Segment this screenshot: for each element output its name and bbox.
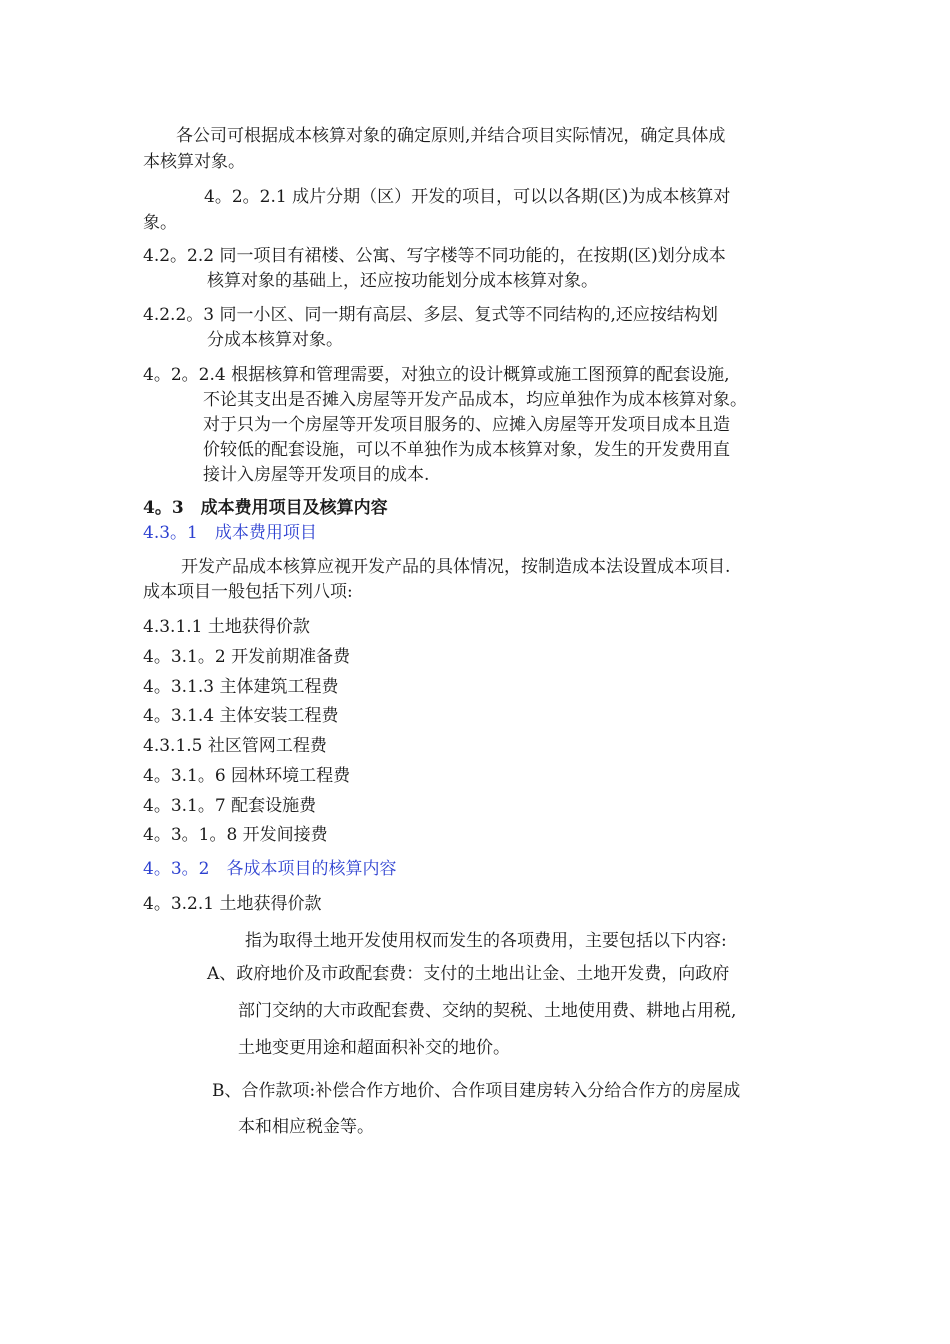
cost-item: 4。3.1.4 主体安装工程费 bbox=[143, 706, 339, 726]
item-4-2-2-3-line-2: 分成本核算对象。 bbox=[207, 330, 343, 350]
cost-item: 4。3.1。2 开发前期准备费 bbox=[143, 647, 351, 667]
cost-item: 4。3.1。7 配套设施费 bbox=[143, 796, 317, 816]
item-4-2-2-1-line-1: 4。2。2.1 成片分期（区）开发的项目，可以以各期(区)为成本核算对 bbox=[204, 187, 731, 207]
item-b-line-1: B、合作款项:补偿合作方地价、合作项目建房转入分给合作方的房屋成 bbox=[212, 1081, 741, 1101]
intro-line-1: 各公司可根据成本核算对象的确定原则,并结合项目实际情况，确定具体成 bbox=[176, 126, 726, 146]
cost-item: 4。3.1.3 主体建筑工程费 bbox=[143, 677, 339, 697]
section-4-3-1-heading: 4.3。1 成本费用项目 bbox=[143, 523, 317, 543]
item-a-line-3: 土地变更用途和超面积补交的地价。 bbox=[238, 1038, 510, 1058]
cost-item: 4。3.1。6 园林环境工程费 bbox=[143, 766, 351, 786]
item-a-line-2: 部门交纳的大市政配套费、交纳的契税、土地使用费、耕地占用税, bbox=[238, 1001, 737, 1021]
item-4-2-2-2-line-1: 4.2。2.2 同一项目有裙楼、公寓、写字楼等不同功能的，在按期(区)划分成本 bbox=[143, 246, 726, 266]
item-4-2-2-3-line-1: 4.2.2。3 同一小区、同一期有高层、多层、复式等不同结构的,还应按结构划 bbox=[143, 305, 718, 325]
item-4-2-2-4-line-1: 4。2。2.4 根据核算和管理需要，对独立的设计概算或施工图预算的配套设施, bbox=[143, 365, 730, 385]
section-4-3-2-heading: 4。3。2 各成本项目的核算内容 bbox=[143, 859, 397, 879]
item-4-2-2-4-line-5: 接计入房屋等开发项目的成本. bbox=[203, 465, 430, 485]
cost-item: 4.3.1.1 土地获得价款 bbox=[143, 617, 310, 637]
item-4-2-2-1-line-2: 象。 bbox=[143, 213, 177, 233]
item-4-2-2-4-line-2: 不论其支出是否摊入房屋等开发产品成本，均应单独作为成本核算对象。 bbox=[203, 390, 747, 410]
item-4-2-2-2-line-2: 核算对象的基础上，还应按功能划分成本核算对象。 bbox=[207, 271, 598, 291]
section-4-3-heading: 4。3 成本费用项目及核算内容 bbox=[143, 498, 388, 518]
cost-item: 4.3.1.5 社区管网工程费 bbox=[143, 736, 327, 756]
item-4-3-2-1-title: 4。3.2.1 土地获得价款 bbox=[143, 894, 322, 914]
item-a-line-1: A、政府地价及市政配套费：支付的土地出让金、土地开发费，向政府 bbox=[207, 964, 730, 984]
section-4-3-1-para-line-1: 开发产品成本核算应视开发产品的具体情况，按制造成本法设置成本项目. bbox=[181, 557, 731, 577]
intro-line-2: 本核算对象。 bbox=[143, 152, 245, 172]
item-4-2-2-4-line-3: 对于只为一个房屋等开发项目服务的、应摊入房屋等开发项目成本且造 bbox=[203, 415, 730, 435]
item-4-3-2-1-desc: 指为取得土地开发使用权而发生的各项费用，主要包括以下内容: bbox=[245, 931, 727, 951]
cost-item: 4。3。1。8 开发间接费 bbox=[143, 825, 328, 845]
section-4-3-1-para-line-2: 成本项目一般包括下列八项: bbox=[143, 582, 353, 602]
item-b-line-2: 本和相应税金等。 bbox=[238, 1117, 374, 1137]
item-4-2-2-4-line-4: 价较低的配套设施，可以不单独作为成本核算对象，发生的开发费用直 bbox=[203, 440, 730, 460]
